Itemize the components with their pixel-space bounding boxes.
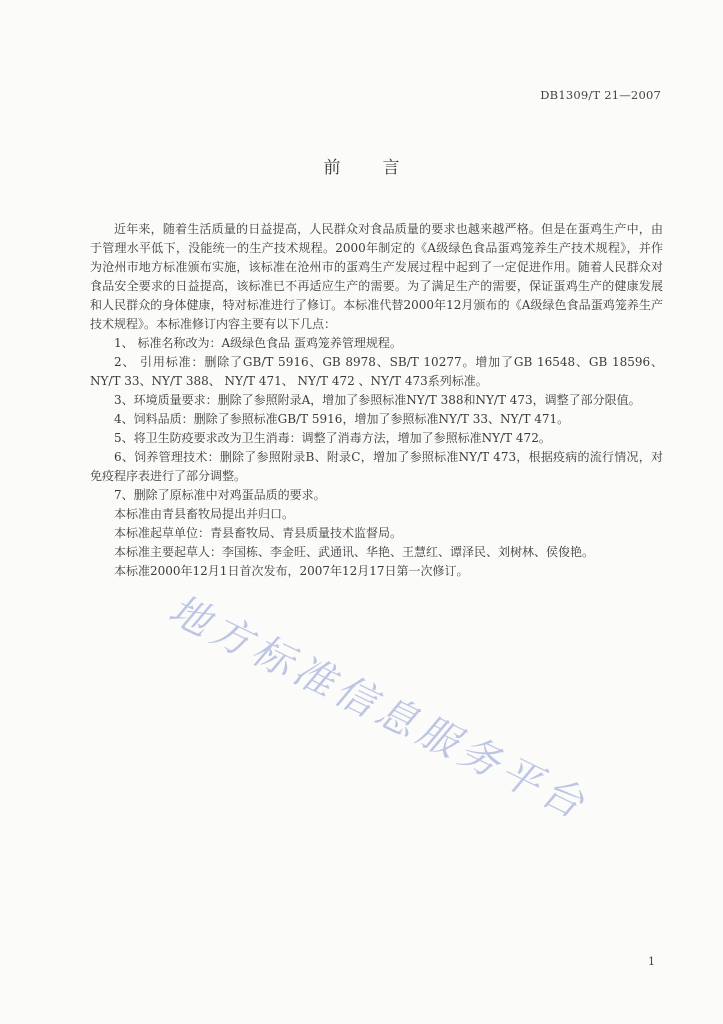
document-body — [90, 220, 663, 581]
list-item: 2、 引用标准：删除了GB/T 5916、GB 8978、SB/T 10277。增加了GB 16548、GB 18596、NY/T 33、NY/T 388、 NY/T 471、 NY/T 472 、NY/T 473系列标准。 — [90, 355, 663, 388]
list-item: 7、删除了原标准中对鸡蛋品质的要求。 — [114, 488, 326, 502]
document-code: DB1309/T 21—2007 — [540, 88, 661, 102]
watermark: 地方标准信息服务平台 — [161, 586, 596, 830]
drafters-statement: 本标准主要起草人：李国栋、李金旺、武通讯、华艳、王慧红、谭泽民、刘树林、侯俊艳。 — [114, 545, 595, 559]
page-number: 1 — [648, 955, 655, 968]
history-statement: 本标准2000年12月1日首次发布，2007年12月17日第一次修订。 — [114, 564, 469, 578]
list-item: 1、 标准名称改为：A级绿色食品 蛋鸡笼养管理规程。 — [114, 336, 402, 350]
list-item: 5、将卫生防疫要求改为卫生消毒：调整了消毒方法，增加了参照标准NY/T 472。 — [114, 431, 551, 445]
intro-paragraph: 近年来，随着生活质量的日益提高，人民群众对食品质量的要求也越来越严格。但是在蛋鸡生产中，由于管理水平低下，没能统一的生产技术规程。2000年制定的《A级绿色食品蛋鸡笼养生产技术规程》，并作为沧州市地方标准颁布实施，该标准在沧州市的蛋鸡生产发展过程中起到了一定促进作用。随着人民群众对食品安全要求的日益提高，该标准已不再适应生产的需要。为了满足生产的需要，保证蛋鸡生产的健康发展和人民群众的身体健康，特对标准进行了修订。本标准代替2000年12月颁布的《A级绿色食品蛋鸡笼养生产技术规程》。本标准修订内容主要有以下几点： — [90, 222, 663, 331]
proposer-statement: 本标准由青县畜牧局提出并归口。 — [114, 507, 295, 521]
list-item: 6、饲养管理技术：删除了参照附录B、附录C，增加了参照标准NY/T 473，根据疫病的流行情况，对免疫程序表进行了部分调整。 — [90, 450, 663, 483]
list-item: 3、环境质量要求：删除了参照附录A，增加了参照标准NY/T 388和NY/T 473，调整了部分限值。 — [114, 393, 641, 407]
drafting-units-statement: 本标准起草单位：青县畜牧局、青县质量技术监督局。 — [114, 526, 403, 540]
page-title: 前言 — [323, 158, 442, 178]
list-item: 4、饲料品质：删除了参照标准GB/T 5916，增加了参照标准NY/T 33、NY/T 471。 — [114, 412, 570, 426]
